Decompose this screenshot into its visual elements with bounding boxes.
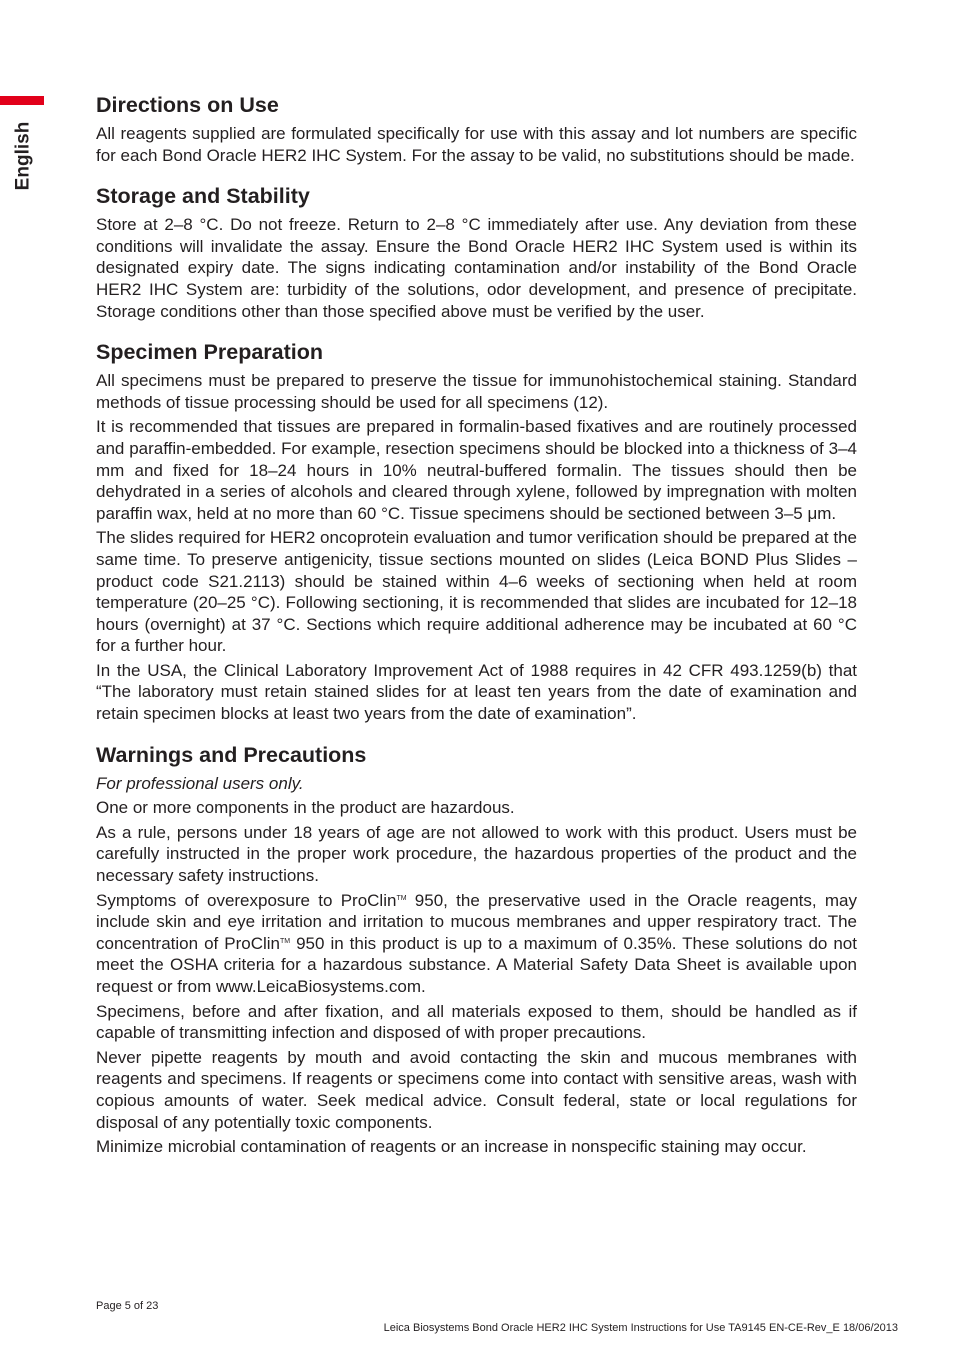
- proclin-text-a: Symptoms of overexposure to ProClin: [96, 890, 397, 910]
- warnings-paragraph-pipette: Never pipette reagents by mouth and avoid contacting the skin and mucous membranes with reagents and specimens. If reagents or specimens come into contact with sensitive areas, wash with copious amounts of water. Seek medical advice. Consult federal, state or local regulations for disposal of any potentially toxic components.: [96, 1047, 857, 1132]
- specimen-paragraph-3: The slides required for HER2 oncoprotein evaluation and tumor verification should be prepared at the same time. To preserve antigenicity, tissue sections mounted on slides (Leica BOND Plus Slides – product code S21.2113) should be stained within 4–6 weeks of sectioning when held at room temperature (20–25 °C). Following sectioning, it is recommended that slides are incubated for 12–18 hours (overnight) at 37 °C. Sections which require additional adherence may be incubated at 60 °C for a further hour.: [96, 528, 857, 656]
- specimen-heading: Specimen Preparation: [96, 340, 324, 365]
- warnings-paragraph-contamination: Minimize microbial contamination of reagents or an increase in nonspecific staining may occur.: [96, 1137, 807, 1157]
- proclin-text-b: 950, the preservative used in the Oracle reagents, may include skin and eye irritation and irritation to mucous membranes and upper respiratory tract. The concentration of ProClin: [96, 890, 857, 953]
- specimen-paragraph-1: All specimens must be prepared to preserve the tissue for immunohistochemical staining. Standard methods of tissue processing should be used for all specimens (12).: [96, 371, 857, 412]
- language-label-text: English: [12, 121, 33, 191]
- document-identifier: Leica Biosystems Bond Oracle HER2 IHC System Instructions for Use TA9145 EN-CE-Rev_E 18/06/2013: [383, 1322, 898, 1334]
- warnings-section: [96, 742, 857, 1158]
- specimen-paragraph-4: In the USA, the Clinical Laboratory Improvement Act of 1988 requires in 42 CFR 493.1259(b) that “The laboratory must retain stained slides for at least ten years from the date of examination and retain specimen blocks at least two years from the date of examination”.: [96, 660, 857, 724]
- storage-heading: Storage and Stability: [96, 184, 310, 209]
- specimen-section: [96, 339, 857, 725]
- directions-paragraph: All reagents supplied are formulated specifically for use with this assay and lot numbers are specific for each Bond Oracle HER2 IHC System. For the assay to be valid, no substitutions should be made.: [96, 124, 857, 165]
- warnings-paragraph-proclin: [96, 890, 857, 998]
- proclin-text-c: 950 in this product is up to a maximum of 0.35%. These solutions do not meet the OSHA criteria for a hazardous substance. A Material Safety Data Sheet is available upon request or from www.LeicaBiosystems.com.: [96, 933, 857, 996]
- document-body: [96, 92, 857, 1161]
- language-label: [8, 118, 38, 194]
- warnings-paragraph-specimens: Specimens, before and after fixation, and all materials exposed to them, should be handled as if capable of transmitting infection and disposed of with proper precautions.: [96, 1001, 857, 1043]
- warnings-paragraph-hazard: One or more components in the product are hazardous.: [96, 798, 515, 818]
- trademark-mark: TM: [396, 894, 407, 902]
- storage-section: [96, 183, 857, 322]
- storage-paragraph: Store at 2–8 °C. Do not freeze. Return to 2–8 °C immediately after use. Any deviation from these conditions will invalidate the assay. Ensure the Bond Oracle HER2 IHC System used is within its designated expiry date. The signs indicating contamination and/or instability of the Bond Oracle HER2 IHC System are: turbidity of the solutions, odor development, and presence of precipitate. Storage conditions other than those specified above must be verified by the user.: [96, 215, 857, 321]
- specimen-paragraph-2: It is recommended that tissues are prepared in formalin-based fixatives and are routinely processed and paraffin-embedded. For example, resection specimens should be blocked into a thickness of 3–4 mm and fixed for 18–24 hours in 10% neutral-buffered formalin. The tissues should then be dehydrated in a series of alcohols and cleared through xylene, followed by impregnation with molten paraffin wax, held at no more than 60 °C. Tissue specimens should be sectioned between 3–5 μm.: [96, 417, 857, 523]
- directions-section: [96, 92, 857, 166]
- trademark-mark: TM: [279, 937, 291, 945]
- language-tab-marker: [0, 96, 44, 105]
- warnings-professional-note: For professional users only.: [96, 773, 304, 793]
- directions-heading: Directions on Use: [96, 93, 279, 117]
- warnings-heading: Warnings and Precautions: [96, 742, 367, 767]
- page-number: Page 5 of 23: [96, 1300, 159, 1312]
- warnings-paragraph-age: As a rule, persons under 18 years of age are not allowed to work with this product. Users must be carefully instructed in the proper work procedure, the hazardous properties of the product and the necessary safety instructions.: [96, 822, 857, 886]
